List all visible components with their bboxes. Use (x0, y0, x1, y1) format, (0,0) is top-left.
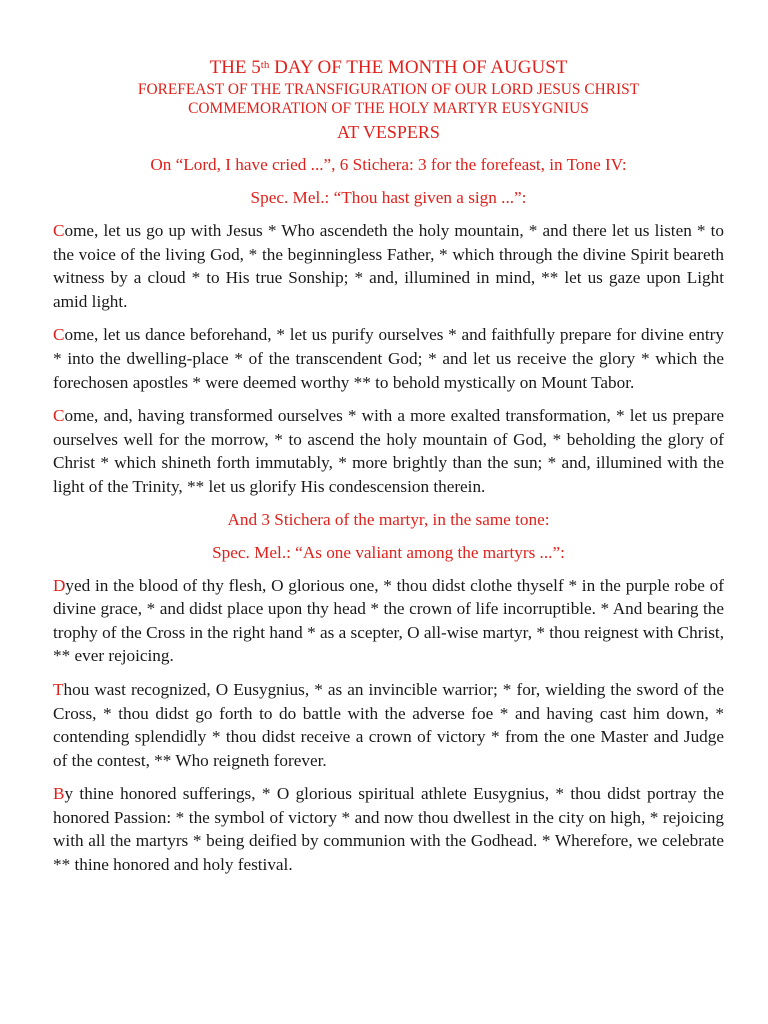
page-title (53, 56, 724, 80)
service-title: AT VESPERS (337, 122, 440, 142)
sticheron-1 (53, 219, 724, 313)
sticheron-text: ome, and, having transformed ourselves * with a more exalted transformation, * let us prepare ourselves well for the morrow, * to ascend the holy mountain of God, * beholding the glory of Christ * which shineth forth immutably, * more brightly than the sun; * and, illumined with the light of the Trinity, ** let us glorify His condescension therein. (53, 406, 724, 496)
feast-title: FOREFEAST OF THE TRANSFIGURATION OF OUR LORD JESUS CHRIST (137, 81, 640, 98)
sticheron-text: yed in the blood of thy flesh, O glorious one, * thou didst clothe thyself * in the purple robe of divine grace, * and didst place upon thy head * the crown of life incorruptible. * And bearing the trophy of the Cross in the right hand * as a scepter, O all-wise martyr, * thou reignest with Christ, ** ever rejoicing. (53, 575, 724, 666)
document-page (53, 56, 724, 877)
commemoration-title: COMMEMORATION OF THE HOLY MARTYR EUSYGNIUS (188, 100, 589, 117)
drop-initial: C (53, 325, 65, 345)
drop-initial: T (53, 679, 64, 699)
sticheron-text: ome, let us dance beforehand, * let us purify ourselves * and faithfully prepare for divine entry * into the dwelling-place * of the transcendent God; * and let us receive the glory * which the forechosen apostles * were deemed worthy ** to behold mystically on Mount Tabor. (53, 325, 724, 392)
title-post: DAY OF THE MONTH OF AUGUST (269, 57, 568, 78)
drop-initial: C (53, 221, 65, 240)
drop-initial: C (53, 406, 65, 426)
drop-initial: B (53, 784, 65, 804)
sticheron-text: ome, let us go up with Jesus * Who ascendeth the holy mountain, * and there let us listen * to the voice of the living God, * the beginningless Father, * which through the divine Spirit beareth witness by a cloud * to His true Sonship; * and, illumined in mind, ** let us gaze upon Light amid light. (53, 221, 724, 311)
rubric-special-melody-2: Spec. Mel.: “As one valiant among the martyrs ...”: (212, 542, 565, 562)
sticheron-5 (53, 678, 724, 772)
title-pre: THE 5 (209, 57, 261, 78)
title-superscript: th (260, 59, 270, 71)
sticheron-2 (53, 323, 724, 394)
sticheron-4 (53, 574, 724, 668)
rubric-lord-i-have-cried: On “Lord, I have cried ...”, 6 Stichera: 3 for the forefeast, in Tone IV: (150, 155, 627, 174)
rubric-special-melody-1: Spec. Mel.: “Thou hast given a sign ...”: (250, 188, 527, 207)
sticheron-text: y thine honored sufferings, * O glorious spiritual athlete Eusygnius, * thou didst portray the honored Passion: * the symbol of victory * and now thou dwellest in the city on high, * rejoicing with all the martyrs * being deified by communion with the Godhead. * Wherefore, we celebrate ** thine honored and holy festival. (53, 784, 724, 875)
rubric-martyr-stichera: And 3 Stichera of the martyr, in the same tone: (227, 509, 550, 529)
sticheron-6 (53, 782, 724, 876)
drop-initial: D (53, 575, 66, 595)
sticheron-text: hou wast recognized, O Eusygnius, * as an invincible warrior; * for, wielding the sword of the Cross, * thou didst go forth to do battle with the adverse foe * and having cast him down, * contending splendidly * thou didst receive a crown of victory * from the one Master and Judge of the contest, ** Who reigneth forever. (53, 679, 724, 770)
sticheron-3 (53, 404, 724, 498)
